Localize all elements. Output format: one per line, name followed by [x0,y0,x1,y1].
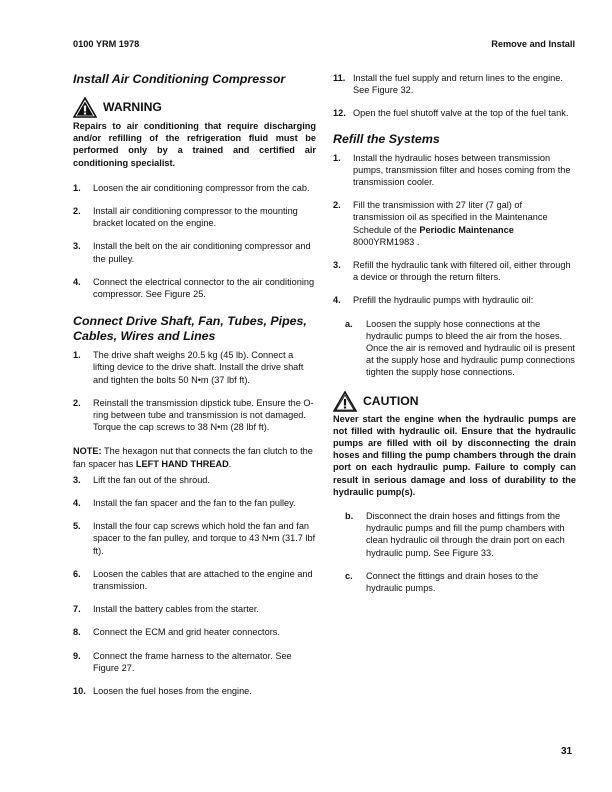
step-number: 1. [73,182,81,193]
note-bold-text: LEFT HAND THREAD [135,458,229,469]
substep-letter: c. [345,570,353,581]
substep-letter: a. [345,318,353,329]
substep-text: Loosen the supply hose connections at the hydraulic pumps to bleed the air from the hoses. Once the air is removed and hydraulic oil is present at the supply hose and hydraulic pump connections tighten the supply hose connections. [366,318,575,378]
step-text: Install the fan spacer and the fan to the fan pulley. [93,498,296,509]
heading-install-ac-compressor: Install Air Conditioning Compressor [73,72,286,86]
manual-code: 8000YRM1983 . [353,236,420,247]
step-item [73,349,316,386]
left-column [73,72,316,697]
step-text: Connect the electrical connector to the air conditioning compressor. See Figure 25. [93,276,315,300]
step-number: 6. [73,568,81,579]
caution-icon [333,391,357,412]
step-text: Install the belt on the air conditioning compressor and the pulley. [93,241,311,264]
step-text: Install the fuel supply and return lines to the engine. See Figure 32. [353,73,563,96]
step-text: Loosen the cables that are attached to the engine and transmission. [93,568,313,592]
caution-header [333,391,576,412]
note-period: . [228,458,232,469]
note-text: The hexagon nut that connects the fan clutch to the fan spacer has [73,446,313,469]
step-item [73,474,316,486]
step-text: Reinstall the transmission dipstick tube. Ensure the O-ring between tube and transmission is not damaged. Torque the cap screws to 38 N•m (28 lbf ft). [93,397,314,433]
substep-text: Connect the fittings and drain hoses to the hydraulic pumps. [366,570,539,594]
header-doc-number: 0100 YRM 1978 [73,39,140,49]
steps-list-top [333,72,576,120]
substep-item [333,318,576,379]
step-number: 4. [333,295,341,306]
step-text-rich [353,199,576,248]
warning-label: WARNING [103,100,162,115]
step-item [73,497,316,509]
step-number: 3. [73,474,81,485]
note-paragraph [73,445,316,469]
step-text: Open the fuel shutoff valve at the top of the fuel tank. [353,108,569,119]
step-text: Lift the fan out of the shroud. [93,474,210,485]
step-item [73,650,316,674]
step-number: 2. [73,397,81,408]
step-item [333,199,576,248]
substep-text: Disconnect the drain hoses and fittings from the hydraulic pumps and fill the pump chambers with clean hydraulic oil through the drain port on each hydraulic pump. See Figure 33. [366,511,565,558]
step-item [333,259,576,283]
caution-text: Never start the engine when the hydraulic pumps are not filled with hydraulic oil. Ensure that the hydraulic pumps are filled with oil by disconnecting the drain hoses and filling the pump chambers through the drain port on each hydraulic pump. Failure to comply can result in serious damage and loss of durability to the hydraulic pump(s). [333,413,576,497]
step-item [333,72,576,96]
step-number: 4. [73,276,81,287]
step-item [73,520,316,557]
page-number: 31 [561,746,573,757]
step-item [73,240,316,264]
heading-refill-systems: Refill the Systems [333,131,440,146]
substeps-list [333,510,576,594]
step-item [73,568,316,592]
steps-list-b [73,349,316,433]
step-item [73,276,316,300]
step-item [73,603,316,615]
step-text: Install the battery cables from the starter. [93,604,259,615]
step-item [73,685,316,697]
step-number: 2. [73,206,81,217]
step-number: 4. [73,498,81,509]
note-label: NOTE: [73,446,102,457]
manual-reference: Periodic Maintenance [419,224,514,235]
step-text: Refill the hydraulic tank with filtered oil, either through a device or through the return filters. [353,260,571,283]
step-text: Install the hydraulic hoses between transmission pumps, transmission filter and hoses coming from the transmission cooler. [353,152,571,188]
heading-connect-drive-shaft: Connect Drive Shaft, Fan, Tubes, Pipes, Cables, Wires and Lines [73,314,307,344]
step-text: Connect the frame harness to the alternator. See Figure 27. [93,650,292,673]
step-number: 11. [333,73,346,83]
steps-list-a [73,182,316,300]
warning-text: Repairs to air conditioning that require discharging and/or refilling of the refrigeration fluid must be performed only by a trained and certified air conditioning specialist. [73,121,316,168]
step-text: Prefill the hydraulic pumps with hydraulic oil: [353,295,534,306]
substep-letter: b. [345,511,354,522]
step-item [73,397,316,434]
step-number: 3. [333,260,341,271]
right-column [333,72,576,594]
caution-label: CAUTION [363,394,419,409]
step-item [73,205,316,229]
warning-header [73,97,316,118]
warning-icon [73,97,97,118]
steps-list-c [73,474,316,697]
step-item [333,294,576,306]
step-number: 5. [73,521,81,532]
step-number: 7. [73,604,81,615]
step-text: Loosen the air conditioning compressor from the cab. [93,182,310,193]
step-item [333,107,576,119]
step-number: 9. [73,650,81,661]
step-item [73,626,316,638]
step-text: Loosen the fuel hoses from the engine. [93,686,252,697]
step-number: 1. [333,152,341,163]
step-number: 8. [73,627,81,638]
step-text: The drive shaft weighs 20.5 kg (45 lb). Connect a lifting device to the drive shaft. Install the drive shaft and tighten the bolts 50 N•m (37 lbf ft). [93,350,304,385]
substep-item [333,510,576,559]
step-text: Install the four cap screws which hold the fan and fan spacer to the fan pulley, and torque to 43 N•m (31.7 lbf ft). [93,521,316,556]
step-number: 2. [333,200,341,211]
step-text: Connect the ECM and grid heater connectors. [93,627,280,638]
header-section-title: Remove and Install [491,39,575,49]
steps-list-refill [333,152,576,379]
step-number: 10. [73,686,86,697]
substep-item [333,570,576,594]
step-number: 1. [73,350,81,361]
step-text: Fill the transmission with 27 liter (7 gal) of transmission oil as specified in the Maintenance Schedule of the [353,200,548,235]
step-item [333,152,576,189]
step-item [73,182,316,194]
step-number: 12. [333,108,346,119]
step-text: Install air conditioning compressor to the mounting bracket located on the engine. [93,206,298,229]
step-number: 3. [73,241,81,252]
